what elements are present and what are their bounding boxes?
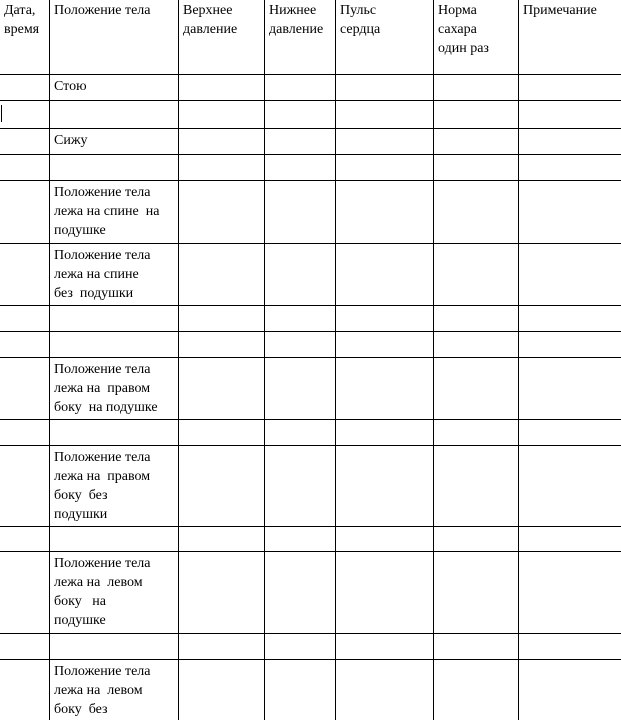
pulse-cell[interactable] (336, 306, 434, 332)
body-position-text: Сижу (54, 133, 88, 148)
sugar-cell[interactable] (434, 244, 519, 306)
upper-pressure-cell[interactable] (179, 358, 265, 420)
date-time-cell[interactable] (0, 332, 50, 358)
note-cell[interactable] (519, 420, 621, 446)
table-row (0, 75, 621, 101)
lower-pressure-cell[interactable] (265, 446, 336, 527)
sugar-cell[interactable] (434, 660, 519, 720)
table-row (0, 306, 621, 332)
table-row (0, 181, 621, 244)
table-row (0, 244, 621, 306)
note-cell[interactable] (519, 527, 621, 552)
header-sugar-norm[interactable] (434, 0, 519, 75)
note-cell[interactable] (519, 358, 621, 420)
header-body-position[interactable] (50, 0, 179, 75)
date-time-cell[interactable] (0, 527, 50, 552)
body-position-text: Положение тела лежа на левом боку на подушке (54, 556, 151, 628)
lower-pressure-cell[interactable] (265, 129, 336, 155)
body-position-cell[interactable] (50, 244, 179, 306)
lower-pressure-cell[interactable] (265, 552, 336, 634)
upper-pressure-cell[interactable] (179, 332, 265, 358)
lower-pressure-cell[interactable] (265, 332, 336, 358)
table-row (0, 660, 621, 720)
pulse-cell[interactable] (336, 181, 434, 244)
lower-pressure-cell[interactable] (265, 75, 336, 101)
upper-pressure-cell[interactable] (179, 660, 265, 720)
upper-pressure-cell[interactable] (179, 306, 265, 332)
body-position-cell[interactable] (50, 155, 179, 181)
date-time-cell[interactable] (0, 155, 50, 181)
sugar-cell[interactable] (434, 129, 519, 155)
note-cell[interactable] (519, 244, 621, 306)
lower-pressure-cell[interactable] (265, 244, 336, 306)
table-row (0, 552, 621, 634)
note-cell[interactable] (519, 75, 621, 101)
note-cell[interactable] (519, 332, 621, 358)
sugar-cell[interactable] (434, 155, 519, 181)
lower-pressure-cell[interactable] (265, 181, 336, 244)
body-position-text: Положение тела лежа на спине без подушки (54, 248, 151, 301)
note-cell[interactable] (519, 155, 621, 181)
body-position-cell[interactable] (50, 552, 179, 634)
date-time-cell[interactable] (0, 660, 50, 720)
upper-pressure-cell[interactable] (179, 634, 265, 660)
upper-pressure-cell[interactable] (179, 446, 265, 527)
sugar-cell[interactable] (434, 634, 519, 660)
header-row (0, 0, 621, 75)
pulse-cell[interactable] (336, 527, 434, 552)
sugar-cell[interactable] (434, 181, 519, 244)
date-time-cell[interactable] (0, 181, 50, 244)
header-body-position-label: Положение тела (54, 3, 151, 18)
lower-pressure-cell[interactable] (265, 101, 336, 129)
body-position-cell[interactable] (50, 527, 179, 552)
sugar-cell[interactable] (434, 332, 519, 358)
table-row (0, 155, 621, 181)
upper-pressure-cell[interactable] (179, 129, 265, 155)
body-position-cell[interactable] (50, 101, 179, 129)
upper-pressure-cell[interactable] (179, 420, 265, 446)
pulse-cell[interactable] (336, 634, 434, 660)
header-note[interactable] (519, 0, 621, 75)
pulse-cell[interactable] (336, 155, 434, 181)
body-position-text: Положение тела лежа на левом боку без (54, 664, 151, 717)
upper-pressure-cell[interactable] (179, 155, 265, 181)
table-row (0, 446, 621, 527)
note-cell[interactable] (519, 634, 621, 660)
pulse-cell[interactable] (336, 75, 434, 101)
pulse-cell[interactable] (336, 129, 434, 155)
note-cell[interactable] (519, 660, 621, 720)
header-pulse-label: Пульс сердца (340, 3, 381, 37)
table-row (0, 129, 621, 155)
header-note-label: Примечание (523, 3, 597, 18)
lower-pressure-cell[interactable] (265, 420, 336, 446)
note-cell[interactable] (519, 552, 621, 634)
body-position-cell[interactable] (50, 358, 179, 420)
sugar-cell[interactable] (434, 527, 519, 552)
body-position-cell[interactable] (50, 129, 179, 155)
pulse-cell[interactable] (336, 660, 434, 720)
header-lower-pressure-label: Нижнее давление (269, 3, 324, 37)
note-cell[interactable] (519, 446, 621, 527)
upper-pressure-cell[interactable] (179, 552, 265, 634)
sugar-cell[interactable] (434, 358, 519, 420)
date-time-cell[interactable] (0, 244, 50, 306)
date-time-cell[interactable] (0, 306, 50, 332)
body-position-cell[interactable] (50, 75, 179, 101)
body-position-cell[interactable] (50, 332, 179, 358)
body-position-cell[interactable] (50, 446, 179, 527)
header-date-time[interactable] (0, 0, 50, 75)
date-time-cell[interactable] (0, 75, 50, 101)
header-upper-pressure[interactable] (179, 0, 265, 75)
date-time-cell[interactable] (0, 129, 50, 155)
upper-pressure-cell[interactable] (179, 527, 265, 552)
body-position-cell[interactable] (50, 660, 179, 720)
table-row (0, 634, 621, 660)
note-cell[interactable] (519, 306, 621, 332)
sugar-cell[interactable] (434, 420, 519, 446)
pulse-cell[interactable] (336, 420, 434, 446)
date-time-cell[interactable] (0, 358, 50, 420)
table-row (0, 358, 621, 420)
body-position-text: Стою (54, 79, 87, 94)
pulse-cell[interactable] (336, 332, 434, 358)
lower-pressure-cell[interactable] (265, 527, 336, 552)
header-sugar-norm-label: Норма сахара один раз (438, 3, 489, 56)
header-pulse[interactable] (336, 0, 434, 75)
sugar-cell[interactable] (434, 552, 519, 634)
upper-pressure-cell[interactable] (179, 181, 265, 244)
table-row (0, 420, 621, 446)
body-position-cell[interactable] (50, 306, 179, 332)
table-row (0, 101, 621, 129)
table-row (0, 527, 621, 552)
lower-pressure-cell[interactable] (265, 155, 336, 181)
lower-pressure-cell[interactable] (265, 306, 336, 332)
body-position-cell[interactable] (50, 420, 179, 446)
body-position-cell[interactable] (50, 634, 179, 660)
date-time-cell[interactable] (0, 552, 50, 634)
lower-pressure-cell[interactable] (265, 660, 336, 720)
pulse-cell[interactable] (336, 552, 434, 634)
table-row (0, 332, 621, 358)
pulse-cell[interactable] (336, 446, 434, 527)
sugar-cell[interactable] (434, 306, 519, 332)
note-cell[interactable] (519, 181, 621, 244)
upper-pressure-cell[interactable] (179, 101, 265, 129)
sugar-cell[interactable] (434, 75, 519, 101)
body-position-text: Положение тела лежа на правом боку на подушке (54, 362, 158, 415)
note-cell[interactable] (519, 101, 621, 129)
lower-pressure-cell[interactable] (265, 358, 336, 420)
header-lower-pressure[interactable] (265, 0, 336, 75)
date-time-cell[interactable] (0, 420, 50, 446)
upper-pressure-cell[interactable] (179, 75, 265, 101)
sugar-cell[interactable] (434, 101, 519, 129)
date-time-cell[interactable] (0, 634, 50, 660)
pulse-cell[interactable] (336, 244, 434, 306)
header-upper-pressure-label: Верхнее давление (183, 3, 238, 37)
body-position-text: Положение тела лежа на правом боку без подушки (54, 450, 151, 522)
pulse-cell[interactable] (336, 101, 434, 129)
text-cursor (1, 105, 2, 122)
note-cell[interactable] (519, 129, 621, 155)
sugar-cell[interactable] (434, 446, 519, 527)
lower-pressure-cell[interactable] (265, 634, 336, 660)
upper-pressure-cell[interactable] (179, 244, 265, 306)
pulse-cell[interactable] (336, 358, 434, 420)
body-position-text: Положение тела лежа на спине на подушке (54, 185, 160, 238)
date-time-cell[interactable] (0, 446, 50, 527)
date-time-cell[interactable] (0, 101, 50, 129)
header-date-time-label: Дата, время (4, 3, 40, 37)
body-position-cell[interactable] (50, 181, 179, 244)
